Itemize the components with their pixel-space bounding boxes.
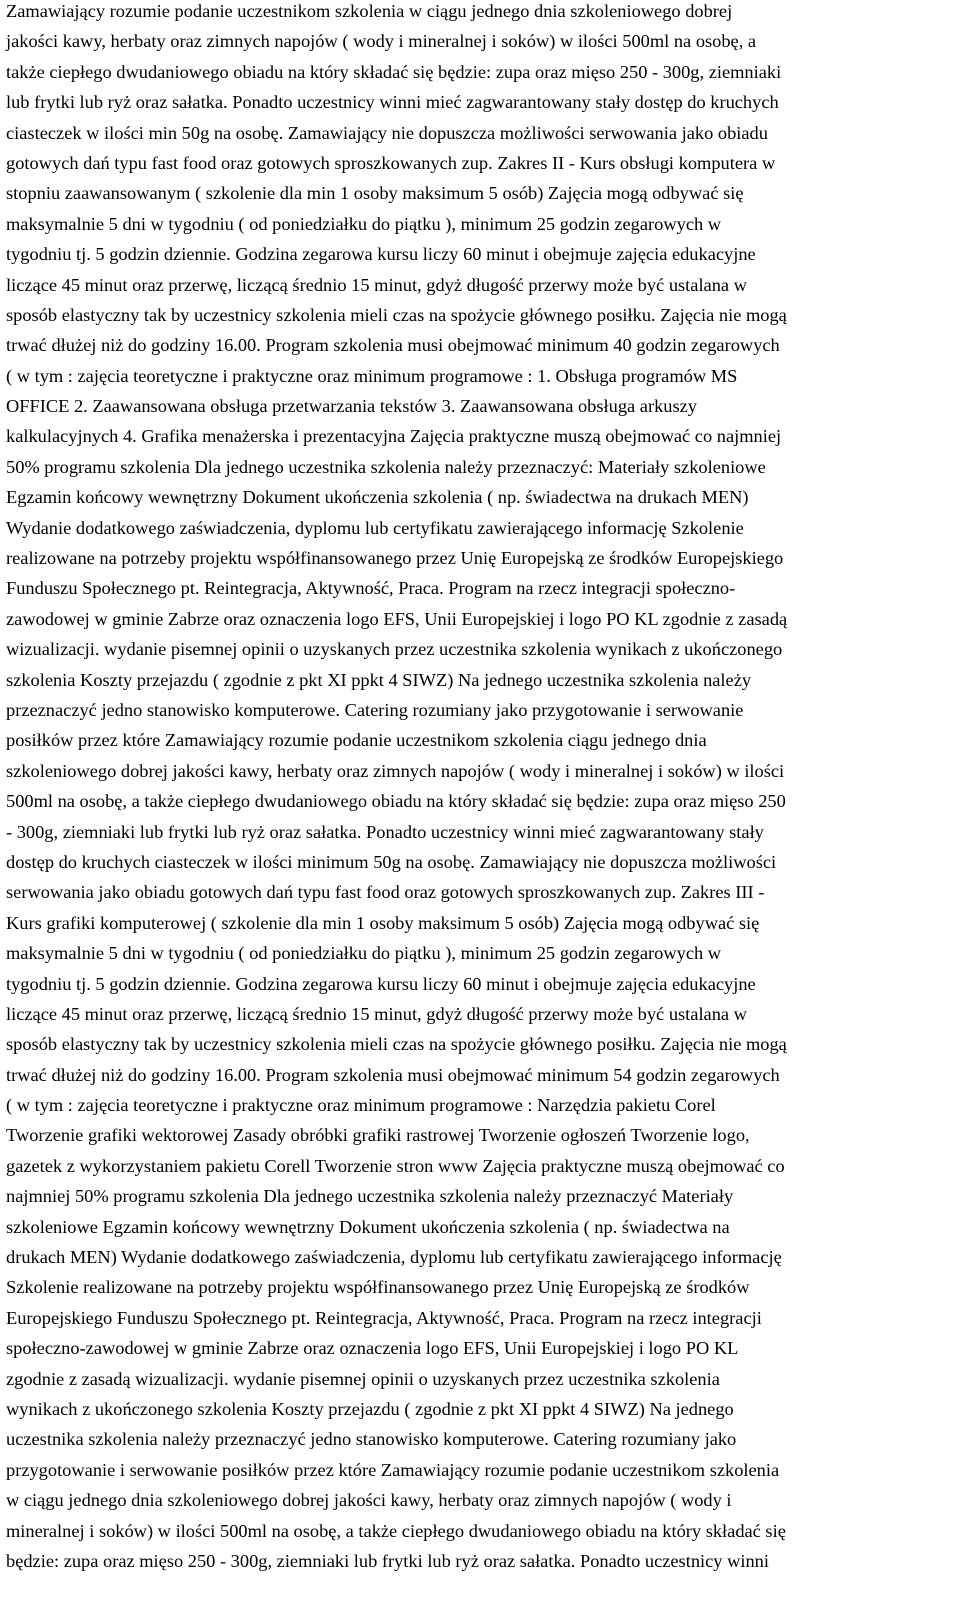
text-line: liczące 45 minut oraz przerwę, liczącą średnio 15 minut, gdyż długość przerwy może być ustalana w bbox=[6, 1003, 747, 1024]
text-line: gotowych dań typu fast food oraz gotowych sproszkowanych zup. Zakres II - Kurs obsługi komputera w bbox=[6, 152, 776, 173]
text-line: Kurs grafiki komputerowej ( szkolenie dla min 1 osoby maksimum 5 osób) Zajęcia mogą odbywać się bbox=[6, 912, 760, 933]
text-line: tygodniu tj. 5 godzin dziennie. Godzina zegarowa kursu liczy 60 minut i obejmuje zajęcia edukacyjne bbox=[6, 244, 756, 265]
text-line: społeczno-zawodowej w gminie Zabrze oraz oznaczenia logo EFS, Unii Europejskiej i logo PO KL bbox=[6, 1338, 739, 1359]
text-line: ciasteczek w ilości min 50g na osobę. Zamawiający nie dopuszcza możliwości serwowania jako obiadu bbox=[6, 122, 768, 143]
text-line: stopniu zaawansowanym ( szkolenie dla min 1 osoby maksimum 5 osób) Zajęcia mogą odbywać się bbox=[6, 183, 744, 204]
text-line: realizowane na potrzeby projektu współfinansowanego przez Unię Europejską ze środków Europejskiego bbox=[6, 548, 784, 569]
text-line: szkoleniowego dobrej jakości kawy, herbaty oraz zimnych napojów ( wody i mineralnej i soków) w ilości bbox=[6, 760, 785, 781]
text-line: Szkolenie realizowane na potrzeby projektu współfinansowanego przez Unię Europejską ze środków bbox=[6, 1277, 750, 1298]
text-line: Europejskiego Funduszu Społecznego pt. Reintegracja, Aktywność, Praca. Program na rzecz integracji bbox=[6, 1307, 762, 1328]
text-line: ( w tym : zajęcia teoretyczne i praktyczne oraz minimum programowe : Narzędzia pakietu Corel bbox=[6, 1095, 716, 1116]
text-line: szkolenia Koszty przejazdu ( zgodnie z pkt XI ppkt 4 SIWZ) Na jednego uczestnika szkolenia należy bbox=[6, 669, 752, 690]
text-line: uczestnika szkolenia należy przeznaczyć jedno stanowisko komputerowe. Catering rozumiany jako bbox=[6, 1429, 737, 1450]
text-line: trwać dłużej niż do godziny 16.00. Program szkolenia musi obejmować minimum 40 godzin zegarowych bbox=[6, 335, 780, 356]
text-line: ( w tym : zajęcia teoretyczne i praktyczne oraz minimum programowe : 1. Obsługa programów MS bbox=[6, 365, 738, 386]
text-line: także ciepłego dwudaniowego obiadu na który składać się będzie: zupa oraz mięso 250 - 300g, ziemniaki bbox=[6, 61, 782, 82]
text-line: wynikach z ukończonego szkolenia Koszty przejazdu ( zgodnie z pkt XI ppkt 4 SIWZ) Na jednego bbox=[6, 1398, 734, 1419]
text-line: mineralnej i soków) w ilości 500ml na osobę, a także ciepłego dwudaniowego obiadu na który składać się bbox=[6, 1520, 786, 1541]
text-line: dostęp do kruchych ciasteczek w ilości minimum 50g na osobę. Zamawiający nie dopuszcza możliwości bbox=[6, 851, 777, 872]
text-line: posiłków przez które Zamawiający rozumie podanie uczestnikom szkolenia ciągu jednego dnia bbox=[6, 730, 707, 751]
text-line: maksymalnie 5 dni w tygodniu ( od poniedziałku do piątku ), minimum 25 godzin zegarowych w bbox=[6, 213, 722, 234]
document-body-text bbox=[6, 0, 958, 1607]
text-line: jakości kawy, herbaty oraz zimnych napojów ( wody i mineralnej i soków) w ilości 500ml na osobę, a bbox=[6, 31, 757, 52]
text-line: Wydanie dodatkowego zaświadczenia, dyplomu lub certyfikatu zawierającego informację Szkolenie bbox=[6, 517, 744, 538]
text-line: Egzamin końcowy wewnętrzny Dokument ukończenia szkolenia ( np. świadectwa na drukach MEN) bbox=[6, 487, 749, 508]
text-line: szkoleniowe Egzamin końcowy wewnętrzny Dokument ukończenia szkolenia ( np. świadectwa na bbox=[6, 1216, 730, 1237]
text-line: - 300g, ziemniaki lub frytki lub ryż oraz sałatka. Ponadto uczestnicy winni mieć zagwarantowany stały bbox=[6, 821, 764, 842]
text-line: 500ml na osobę, a także ciepłego dwudaniowego obiadu na który składać się będzie: zupa oraz mięso 250 bbox=[6, 791, 786, 812]
text-line: przygotowanie i serwowanie posiłków przez które Zamawiający rozumie podanie uczestnikom szkolenia bbox=[6, 1459, 780, 1480]
text-line: kalkulacyjnych 4. Grafika menażerska i prezentacyjna Zajęcia praktyczne muszą obejmować co najmniej bbox=[6, 426, 782, 447]
text-line: lub frytki lub ryż oraz sałatka. Ponadto uczestnicy winni mieć zagwarantowany stały dostęp do kruchych bbox=[6, 92, 779, 113]
text-line: przeznaczyć jedno stanowisko komputerowe. Catering rozumiany jako przygotowanie i serwowanie bbox=[6, 699, 744, 720]
text-line: w ciągu jednego dnia szkoleniowego dobrej jakości kawy, herbaty oraz zimnych napojów ( wody i bbox=[6, 1490, 732, 1511]
text-line: zawodowej w gminie Zabrze oraz oznaczenia logo EFS, Unii Europejskiej i logo PO KL zgodnie z zasadą bbox=[6, 608, 788, 629]
text-line: OFFICE 2. Zaawansowana obsługa przetwarzania tekstów 3. Zaawansowana obsługa arkuszy bbox=[6, 396, 697, 417]
text-line: sposób elastyczny tak by uczestnicy szkolenia mieli czas na spożycie głównego posiłku. Zajęcia nie mogą bbox=[6, 304, 787, 325]
text-line: sposób elastyczny tak by uczestnicy szkolenia mieli czas na spożycie głównego posiłku. Zajęcia nie mogą bbox=[6, 1034, 787, 1055]
text-line: gazetek z wykorzystaniem pakietu Corell Tworzenie stron www Zajęcia praktyczne muszą obejmować co bbox=[6, 1155, 785, 1176]
text-line: Zamawiający rozumie podanie uczestnikom szkolenia w ciągu jednego dnia szkoleniowego dobrej bbox=[6, 1, 733, 21]
text-line: trwać dłużej niż do godziny 16.00. Program szkolenia musi obejmować minimum 54 godzin zegarowych bbox=[6, 1064, 780, 1085]
text-line: zgodnie z zasadą wizualizacji. wydanie pisemnej opinii o uzyskanych przez uczestnika szkolenia bbox=[6, 1368, 720, 1389]
text-line: 50% programu szkolenia Dla jednego uczestnika szkolenia należy przeznaczyć: Materiały szkoleniowe bbox=[6, 456, 766, 477]
text-line: liczące 45 minut oraz przerwę, liczącą średnio 15 minut, gdyż długość przerwy może być ustalana w bbox=[6, 274, 747, 295]
text-line: tygodniu tj. 5 godzin dziennie. Godzina zegarowa kursu liczy 60 minut i obejmuje zajęcia edukacyjne bbox=[6, 973, 756, 994]
text-line: maksymalnie 5 dni w tygodniu ( od poniedziałku do piątku ), minimum 25 godzin zegarowych w bbox=[6, 943, 722, 964]
text-line: Funduszu Społecznego pt. Reintegracja, Aktywność, Praca. Program na rzecz integracji społeczno- bbox=[6, 578, 736, 599]
text-line: wizualizacji. wydanie pisemnej opinii o uzyskanych przez uczestnika szkolenia wynikach z ukończonego bbox=[6, 639, 783, 660]
text-line: serwowania jako obiadu gotowych dań typu fast food oraz gotowych sproszkowanych zup. Zakres III - bbox=[6, 882, 765, 903]
text-line bbox=[6, 1576, 958, 1606]
text-line: będzie: zupa oraz mięso 250 - 300g, ziemniaki lub frytki lub ryż oraz sałatka. Ponadto uczestnicy winni bbox=[6, 1550, 769, 1571]
text-line: Tworzenie grafiki wektorowej Zasady obróbki grafiki rastrowej Tworzenie ogłoszeń Tworzenie logo, bbox=[6, 1125, 750, 1146]
text-line: najmniej 50% programu szkolenia Dla jednego uczestnika szkolenia należy przeznaczyć Materiały bbox=[6, 1186, 734, 1207]
text-line: drukach MEN) Wydanie dodatkowego zaświadczenia, dyplomu lub certyfikatu zawierającego informację bbox=[6, 1247, 782, 1268]
